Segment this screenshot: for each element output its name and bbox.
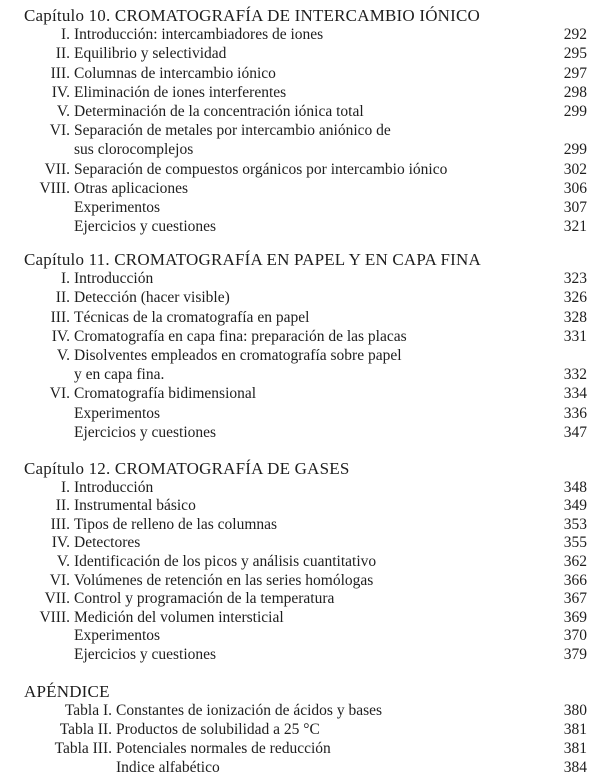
entry-title: Eliminación de iones interferentes [74, 83, 287, 101]
entry-page-number: 302 [563, 160, 587, 178]
entry-number: VIII. [39, 179, 70, 197]
entry-number: VI. [49, 122, 70, 140]
entry-title: Productos de solubilidad a 25 °C [116, 721, 320, 738]
entry-number: III. [50, 308, 70, 326]
entry-number: VI. [49, 571, 70, 589]
entry-page-number: 347 [563, 423, 587, 441]
entry-title: Disolventes empleados en cromatografía sobre papel [74, 347, 402, 364]
entry-page-number: 384 [563, 759, 587, 776]
entry-title: Indice alfabético [116, 759, 220, 776]
entry-number: II. [55, 289, 70, 307]
entry-number: I. [60, 478, 70, 496]
entry-title: Experimentos [74, 627, 161, 645]
entry-title: Detección (hacer visible) [74, 289, 230, 307]
entry-title: Ejercicios y cuestiones [74, 218, 217, 236]
chapter-heading: Capítulo 11. CROMATOGRAFÍA EN PAPEL Y EN CAPA FINA [24, 250, 481, 269]
entry-title: Instrumental básico [74, 497, 196, 515]
entry-number: III. [50, 515, 70, 533]
entry-page-number: 299 [563, 141, 587, 159]
entry-title: Determinación de la concentración iónica total [74, 103, 364, 120]
entry-page-number: 295 [563, 45, 587, 63]
entry-title: Otras aplicaciones [74, 179, 189, 197]
entry-number: Tabla I. [64, 702, 112, 719]
entry-title: Medición del volumen intersticial [74, 608, 284, 626]
entry-number: IV. [51, 83, 70, 101]
entry-title: Separación de compuestos orgánicos por intercambio iónico [74, 160, 448, 178]
entry-page-number: 292 [563, 26, 587, 44]
entry-title: Cromatografía bidimensional [74, 385, 257, 403]
entry-page-number: 334 [563, 385, 587, 403]
entry-page-number: 366 [563, 571, 587, 589]
entry-title: Identificación de los picos y análisis cuantitativo [74, 553, 377, 570]
entry-title: Técnicas de la cromatografía en papel [74, 308, 310, 326]
entry-title: Introducción: intercambiadores de iones [74, 26, 324, 44]
entry-page-number: 331 [563, 327, 587, 345]
entry-number: III. [50, 64, 70, 82]
chapter-heading: Capítulo 12. CROMATOGRAFÍA DE GASES [24, 459, 350, 478]
entry-title: Constantes de ionización de ácidos y bases [116, 702, 383, 719]
entry-page-number: 367 [563, 590, 587, 608]
entry-title: Ejercicios y cuestiones [74, 423, 217, 441]
entry-number: IV. [51, 327, 70, 345]
entry-number: I. [60, 270, 70, 288]
entry-number: IV. [51, 534, 70, 552]
entry-page-number: 336 [563, 404, 587, 422]
entry-title: Volúmenes de retención en las series homólogas [74, 571, 374, 589]
entry-page-number: 298 [563, 83, 587, 101]
entry-number: VIII. [39, 608, 70, 626]
entry-page-number: 297 [563, 64, 587, 82]
entry-number: Tabla III. [54, 740, 112, 757]
entry-page-number: 307 [563, 199, 587, 216]
entry-page-number: 362 [563, 553, 587, 570]
entry-page-number: 326 [563, 289, 587, 307]
entry-page-number: 380 [563, 702, 587, 719]
entry-number: V. [56, 103, 70, 120]
entry-title: Cromatografía en capa fina: preparación de las placas [74, 327, 407, 345]
entry-page-number: 306 [563, 179, 587, 197]
entry-number: I. [60, 26, 70, 44]
entry-title: Equilibrio y selectividad [74, 45, 227, 63]
chapter-heading: Capítulo 10. CROMATOGRAFÍA DE INTERCAMBIO IÓNICO [24, 6, 481, 25]
entry-page-number: 369 [563, 608, 587, 626]
entry-page-number: 353 [563, 515, 587, 533]
entry-page-number: 349 [563, 497, 587, 515]
entry-title: Columnas de intercambio iónico [74, 64, 276, 82]
entry-title: Potenciales normales de reducción [116, 740, 331, 757]
entry-number: VII. [44, 590, 70, 608]
entry-number: V. [56, 347, 70, 364]
entry-page-number: 370 [563, 627, 587, 645]
entry-number: V. [56, 553, 70, 570]
entry-title: Detectores [74, 534, 141, 552]
entry-title: Tipos de relleno de las columnas [74, 515, 278, 533]
entry-number: II. [55, 45, 70, 63]
entry-page-number: 348 [563, 478, 587, 496]
entry-number: Tabla II. [59, 721, 112, 738]
entry-page-number: 299 [563, 103, 587, 120]
entry-page-number: 323 [563, 270, 587, 288]
entry-number: II. [55, 497, 70, 515]
entry-page-number: 321 [563, 218, 587, 236]
entry-number: VI. [49, 385, 70, 403]
appendix-heading: APÉNDICE [24, 682, 110, 701]
entry-page-number: 381 [563, 721, 587, 738]
entry-title: Experimentos [74, 199, 161, 216]
entry-title: Introducción [74, 478, 154, 496]
entry-title: Experimentos [74, 404, 161, 422]
entry-title: Separación de metales por intercambio aniónico de [74, 122, 391, 140]
entry-page-number: 328 [563, 308, 587, 326]
entry-page-number: 381 [563, 740, 587, 757]
entry-title: sus clorocomplejos [74, 141, 194, 159]
entry-title: y en capa fina. [74, 366, 165, 384]
entry-number: VII. [44, 160, 70, 178]
entry-page-number: 379 [563, 646, 587, 663]
entry-title: Introducción [74, 270, 154, 288]
entry-page-number: 355 [563, 534, 587, 552]
entry-title: Ejercicios y cuestiones [74, 646, 217, 663]
entry-page-number: 332 [563, 366, 587, 384]
entry-title: Control y programación de la temperatura [74, 590, 335, 608]
